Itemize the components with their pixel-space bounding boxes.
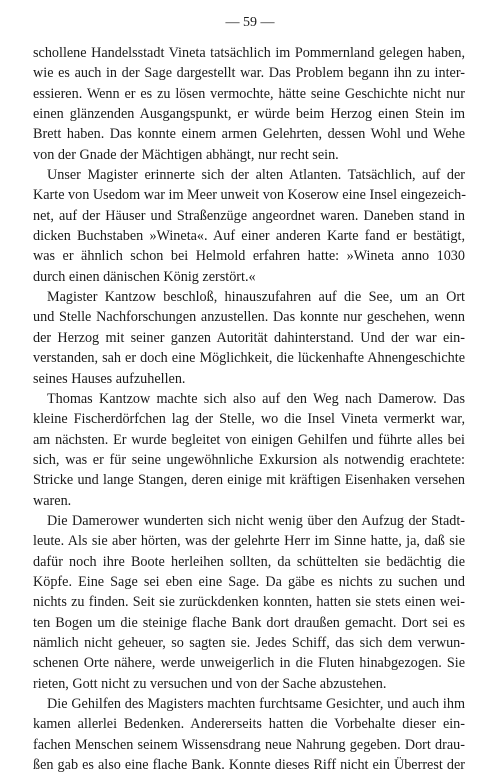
text-line: kleine Fischerdörfchen lag der Stelle, wo die Insel Vineta vermerkt war, (33, 411, 465, 428)
page-number: — 59 — (225, 15, 275, 30)
text-line: fachen Menschen seinem Wissensdrang neue Nahrung gegeben. Dort drau- (33, 736, 465, 753)
paragraph-first-line: Unser Magister erinnerte sich der alten Atlanten. Tatsächlich, auf der (47, 167, 465, 184)
text-line: sich, was er für seine ungewöhnliche Exkursion als notwendig erachtete: (33, 451, 465, 468)
text-line: nichts zu finden. Seit sie zurückdenken konnten, hatten sie stets einen wei- (33, 594, 465, 611)
text-line: Karte von Usedom war im Meer unweit von Koserow eine Insel eingezeich- (33, 187, 466, 204)
text-line: schollene Handelsstadt Vineta tatsächlich im Pommernland gelegen haben, (33, 45, 465, 61)
text-line: ßen gab es also eine flache Bank. Konnte dieses Riff nicht ein Überrest der (33, 757, 465, 774)
text-line: was er ähnlich schon bei Helmold erfahren hatte: »Wineta anno 1030 (33, 248, 465, 265)
text-line: rieten, Gott nicht zu versuchen und von der Sache abzustehen. (33, 675, 387, 692)
text-line: nämlich nicht geheuer, so sagten sie. Jedes Schiff, das sich dem verwun- (33, 634, 465, 651)
text-line: der Herzog mit seiner ganzen Autorität dahinterstand. Und der war ein- (33, 329, 465, 346)
paragraph-first-line: Die Damerower wunderten sich nicht wenig über den Aufzug der Stadt- (47, 512, 465, 529)
text-line: kamen allerlei Bedenken. Andererseits hatten die Vorbehalte dieser ein- (33, 716, 465, 733)
text-line: dafür noch ihre Boote herleihen sollten, da schüttelten sie bedächtig die (33, 553, 465, 570)
text-line: einen glänzenden Ausgangspunkt, er würde beim Herzog einen Stein im (33, 106, 465, 123)
text-line: wie es auch in der Sage dargestellt war. Das Problem begann ihn zu inter- (33, 65, 465, 82)
text-line: am nächsten. Er wurde begleitet von einigen Gehilfen und führte alles bei (33, 431, 465, 448)
text-line: waren. (33, 492, 72, 509)
text-line: dicken Buchstaben »Wineta«. Auf einer anderen Karte fand er bestätigt, (33, 228, 465, 245)
text-line: und Stelle Nachforschungen anzustellen. Das konnte nur geschehen, wenn (33, 309, 465, 326)
text-line: verstanden, sah er doch eine Möglichkeit, die lückenhafte Ahnengeschichte (33, 350, 465, 367)
text-line: Stricke und lange Stangen, deren einige mit kräftigen Eisenhaken versehen (33, 472, 465, 489)
text-line: schenen Orte nähere, werde unweigerlich in die Fluten hinabgezogen. Sie (33, 655, 465, 672)
body-text (33, 43, 465, 775)
text-line: essieren. Wenn er es zu lösen vermochte, hätte seine Geschichte nicht nur (33, 85, 465, 102)
paragraph-first-line: Die Gehilfen des Magisters machten furchtsame Gesichter, und auch ihm (47, 696, 465, 712)
text-line: durch einen dänischen König zerstört.« (33, 268, 256, 285)
paragraph-first-line: Thomas Kantzow machte sich also auf den Weg nach Damerow. Das (47, 390, 465, 407)
text-line: Brett haben. Das konnte einem armen Gelehrten, dessen Wohl und Wehe (33, 126, 465, 143)
paragraph-first-line: Magister Kantzow beschloß, hinauszufahren auf die See, um an Ort (47, 289, 465, 306)
text-line: Köpfe. Eine Sage sei eben eine Sage. Da gäbe es nichts zu suchen und (33, 573, 465, 590)
text-line: von der Gnade der Mächtigen abhängt, nur recht sein. (33, 146, 339, 163)
text-line: seines Hauses aufzuhellen. (33, 370, 186, 387)
text-line: net, auf der Häuser und Straßenzüge angeordnet waren. Daneben stand in (33, 207, 465, 224)
text-line: leute. Als sie aber hörten, was der gelehrte Herr im Sinne hatte, ja, daß sie (33, 533, 465, 550)
text-line: ten Bogen um die steinige flache Bank dort draußen gemacht. Dort sei es (33, 614, 465, 631)
